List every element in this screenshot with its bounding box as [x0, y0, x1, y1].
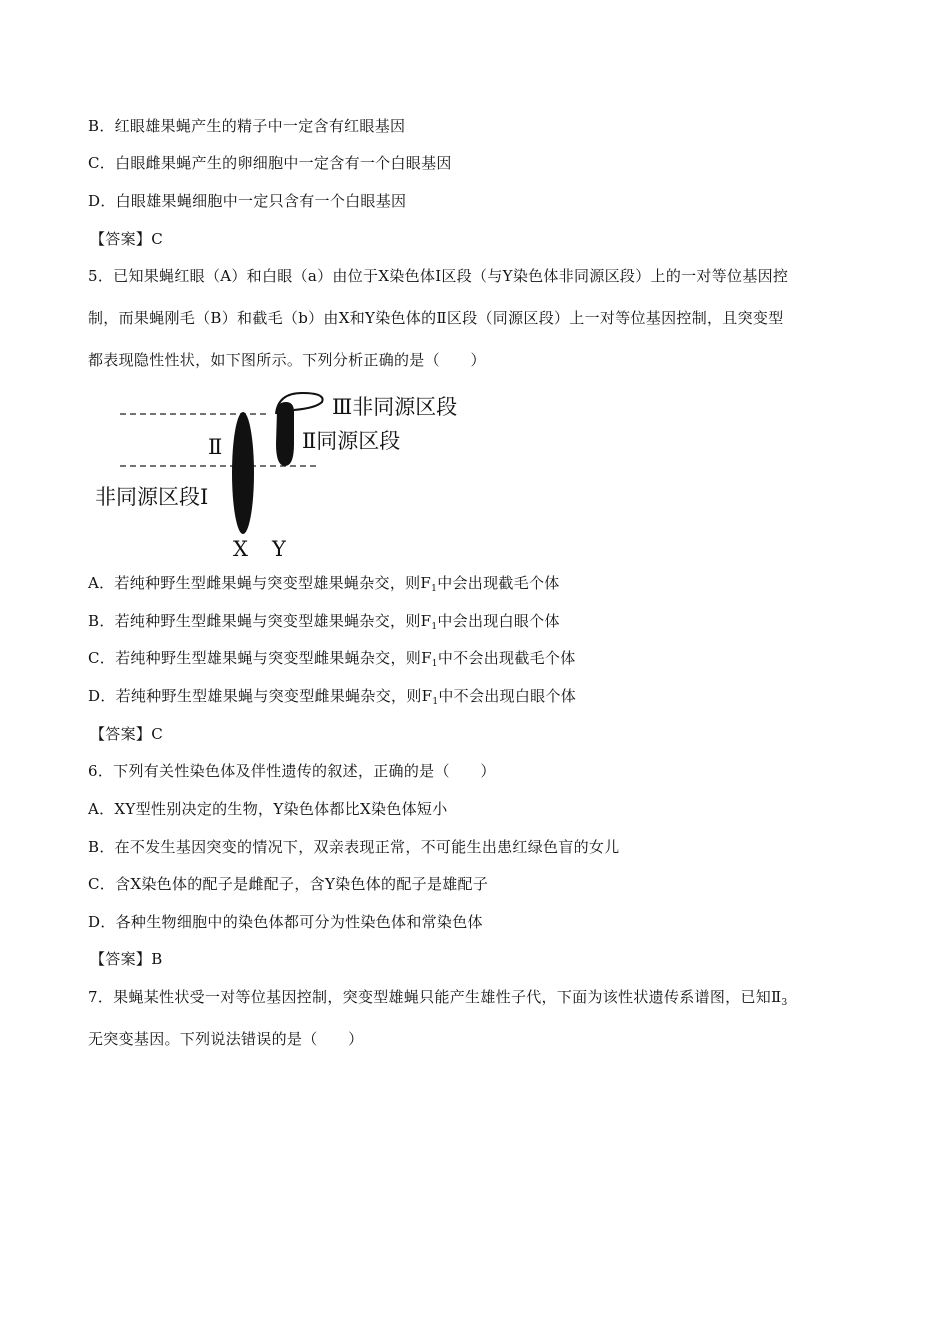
label-segment-i: 非同源区段Ⅰ [95, 485, 209, 509]
q4-option-b: B．红眼雄果蝇产生的精子中一定含有红眼基因 [88, 117, 406, 135]
q5-option-d: D．若纯种野生型雄果蝇与突变型雌果蝇杂交，则$F_1$中不会出现白眼个体 [88, 687, 577, 707]
q7-stem-line2: 无突变基因。下列说法错误的是（ ） [88, 1030, 364, 1048]
q5-stem-line3: 都表现隐性性状，如下图所示。下列分析正确的是（ ） [88, 351, 486, 369]
q6-option-c: C．含X染色体的配子是雌配子，含Y染色体的配子是雄配子 [88, 875, 489, 893]
label-segment-iii: Ⅲ非同源区段 [332, 395, 458, 419]
q6-stem: 6．下列有关性染色体及伴性遗传的叙述，正确的是（ ） [88, 762, 496, 780]
x-chromosome [232, 412, 254, 534]
y-chromosome [276, 402, 294, 466]
q4-answer: 【答案】C [90, 230, 163, 248]
label-x: X [233, 537, 248, 561]
q5-answer: 【答案】C [90, 725, 163, 743]
q7-stem-line1: 7．果蝇某性状受一对等位基因控制，突变型雄蝇只能产生雄性子代，下面为该性状遗传系谱图，已知$Ⅱ_3$ [88, 988, 788, 1008]
q4-option-d: D．白眼雄果蝇细胞中一定只含有一个白眼基因 [88, 192, 407, 210]
q6-option-b: B．在不发生基因突变的情况下，双亲表现正常，不可能生出患红绿色盲的女儿 [88, 838, 620, 856]
chromosome-figure [90, 388, 490, 564]
label-y: Y [272, 537, 286, 561]
label-segment-ii-right: Ⅱ同源区段 [302, 429, 401, 453]
q4-option-c: C．白眼雌果蝇产生的卵细胞中一定含有一个白眼基因 [88, 154, 452, 172]
q6-option-d: D．各种生物细胞中的染色体都可分为性染色体和常染色体 [88, 913, 483, 931]
q5-stem-line2: 制，而果蝇刚毛（B）和截毛（b）由X和Y染色体的Ⅱ区段（同源区段）上一对等位基因控制，且突变型 [88, 309, 784, 327]
q6-answer: 【答案】B [90, 950, 163, 968]
label-segment-ii-left: Ⅱ [208, 435, 223, 459]
q5-option-a: A．若纯种野生型雌果蝇与突变型雄果蝇杂交，则$F_1$中会出现截毛个体 [88, 574, 560, 594]
q5-option-b: B．若纯种野生型雌果蝇与突变型雄果蝇杂交，则$F_1$中会出现白眼个体 [88, 612, 560, 632]
q5-stem-line1: 5．已知果蝇红眼（A）和白眼（a）由位于X染色体Ⅰ区段（与Y染色体非同源区段）上的一对等位基因控 [88, 267, 789, 285]
q5-option-c: C．若纯种野生型雄果蝇与突变型雌果蝇杂交，则$F_1$中不会出现截毛个体 [88, 649, 576, 669]
q6-option-a: A．XY型性别决定的生物，Y染色体都比X染色体短小 [88, 800, 448, 818]
